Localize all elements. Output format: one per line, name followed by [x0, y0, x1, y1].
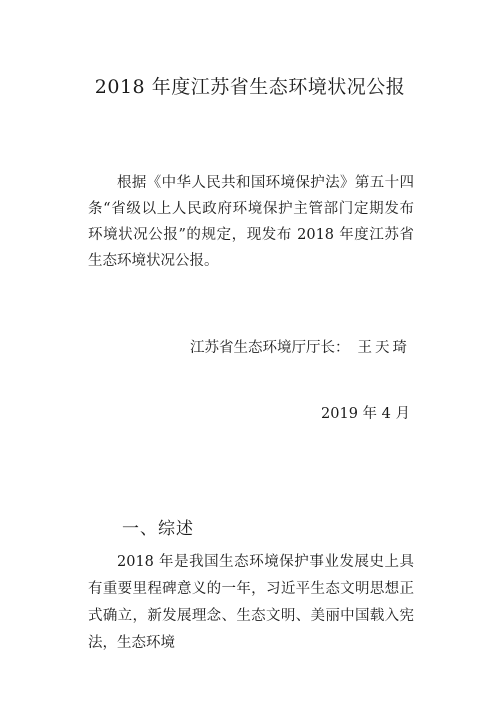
- signature-line: [190, 336, 410, 360]
- overview-paragraph: 2018 年是我国生态环境保护事业发展史上具有重要里程碑意义的一年，习近平生态文明思想正式确立，新发展理念、生态文明、美丽中国载入宪法，生态环境: [88, 554, 414, 651]
- intro-paragraph: 根据《中华人民共和国环境保护法》第五十四条“省级以上人民政府环境保护主管部门定期发布环境状况公报”的规定，现发布 2018 年度江苏省生态环境状况公报。: [88, 175, 414, 269]
- document-title: 2018 年度江苏省生态环境状况公报: [94, 76, 406, 98]
- signature-name: 王天琦: [357, 340, 410, 356]
- document-date: 2019 年 4 月: [321, 406, 410, 422]
- signature-label: 江苏省生态环境厅厅长：: [190, 340, 350, 356]
- section-heading-overview: 一、综述: [122, 519, 194, 539]
